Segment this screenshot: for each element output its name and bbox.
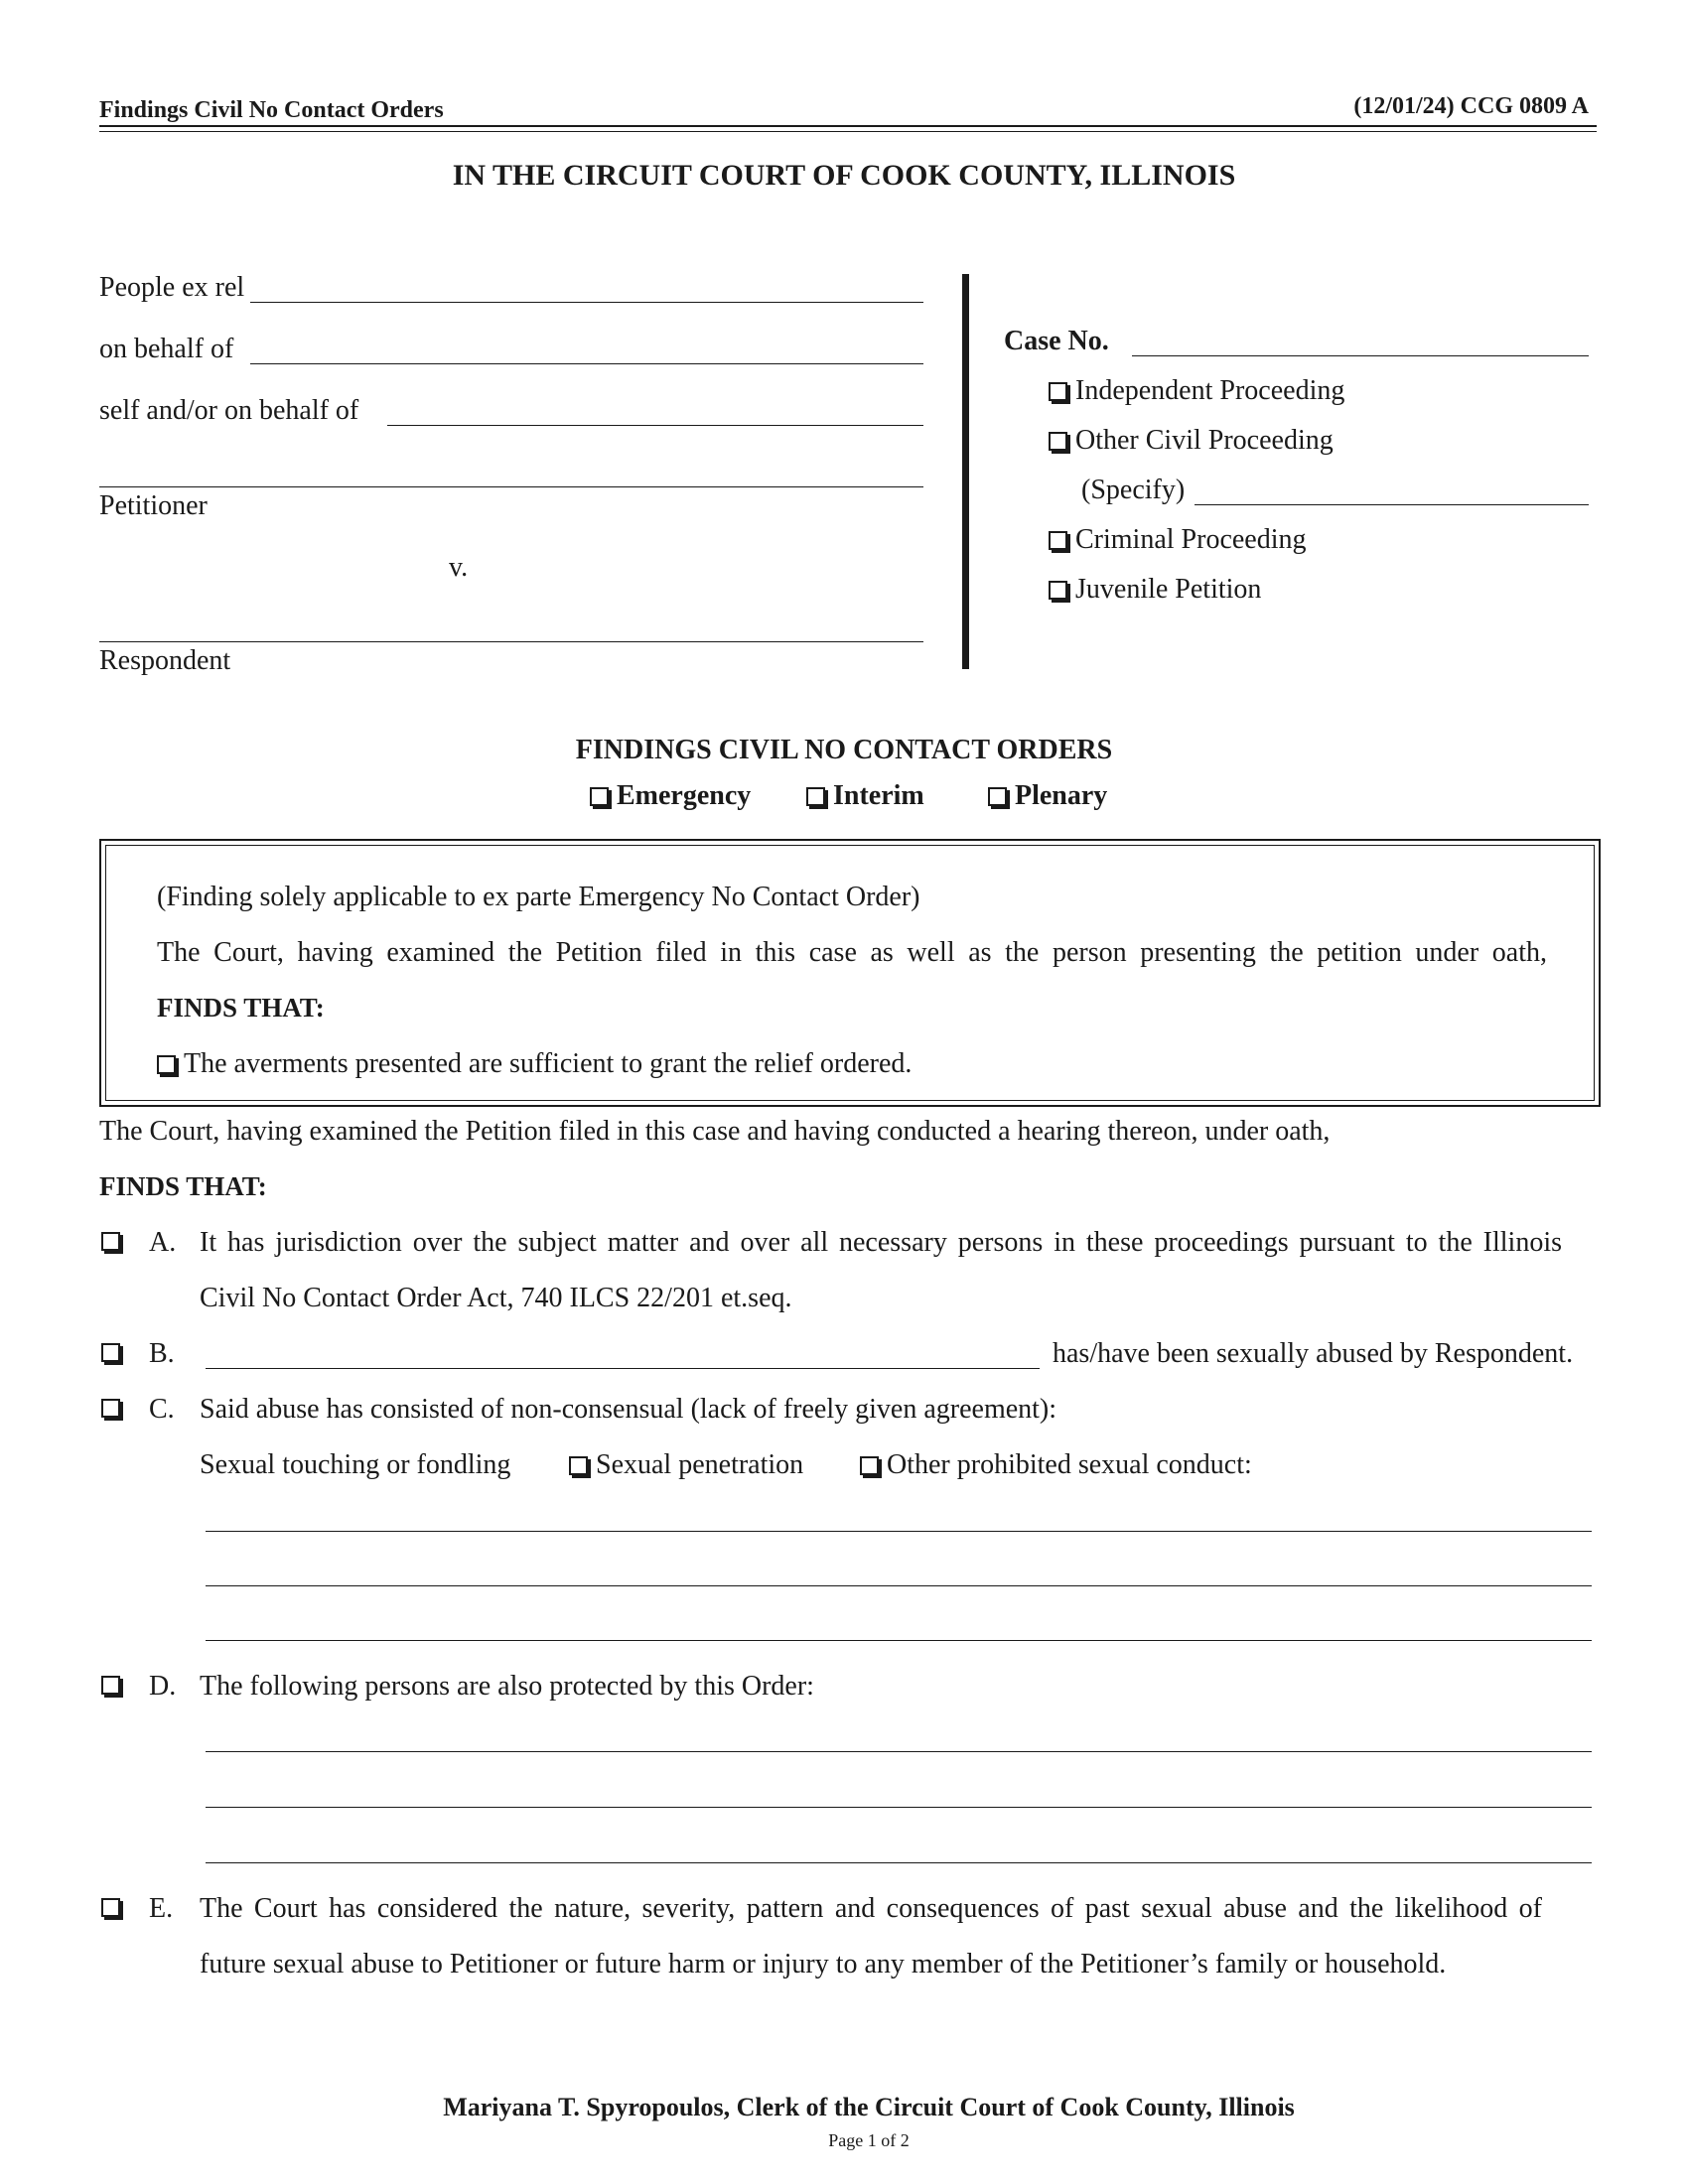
- header-rule-bottom: [99, 131, 1597, 132]
- petitioner-label: Petitioner: [99, 490, 208, 521]
- finding-c-option-other[interactable]: Other prohibited sexual conduct:: [860, 1449, 1252, 1481]
- checkbox-icon[interactable]: [806, 787, 825, 806]
- people-ex-rel-field[interactable]: [250, 302, 923, 303]
- on-behalf-of-field[interactable]: [250, 363, 923, 364]
- finding-d-line-1[interactable]: [206, 1751, 1592, 1752]
- checkbox-icon[interactable]: [1049, 531, 1067, 550]
- checkbox-icon[interactable]: [1049, 432, 1067, 451]
- option-other-civil-proceeding[interactable]: Other Civil Proceeding: [1049, 425, 1334, 457]
- option-criminal-proceeding[interactable]: Criminal Proceeding: [1049, 524, 1307, 556]
- option-independent-proceeding[interactable]: Independent Proceeding: [1049, 375, 1344, 407]
- finding-d-line-3[interactable]: [206, 1862, 1592, 1863]
- petitioner-name-field[interactable]: [99, 486, 923, 487]
- finding-b-checkbox[interactable]: [101, 1343, 120, 1362]
- finding-c-option-touching: Sexual touching or fondling: [200, 1449, 511, 1480]
- checkbox-icon[interactable]: [590, 787, 609, 806]
- finding-d-text: The following persons are also protected by this Order:: [200, 1671, 814, 1702]
- emergency-finds-that: FINDS THAT:: [157, 993, 325, 1023]
- finding-c-letter: C.: [149, 1394, 175, 1425]
- finding-a-letter: A.: [149, 1227, 177, 1258]
- form-code: (12/01/24) CCG 0809 A: [1353, 93, 1589, 119]
- finding-c-checkbox[interactable]: [101, 1399, 120, 1418]
- form-title: FINDINGS CIVIL NO CONTACT ORDERS: [575, 735, 1113, 765]
- people-ex-rel-label: People ex rel: [99, 272, 245, 303]
- finding-b-persons-field[interactable]: [206, 1368, 1040, 1369]
- caption-divider: [962, 274, 969, 669]
- checkbox-icon[interactable]: [988, 787, 1007, 806]
- finding-e-letter: E.: [149, 1893, 174, 1924]
- finding-e-line2: future sexual abuse to Petitioner or future harm or injury to any member of the Petitioner’s family or household.: [200, 1949, 1447, 1979]
- finding-c-line-2[interactable]: [206, 1585, 1592, 1586]
- finding-c-option-penetration[interactable]: Sexual penetration: [569, 1449, 803, 1481]
- header-rule-top: [99, 125, 1597, 127]
- checkbox-icon[interactable]: [1049, 581, 1067, 600]
- self-on-behalf-of-label: self and/or on behalf of: [99, 395, 359, 426]
- checkbox-icon[interactable]: [157, 1055, 176, 1074]
- form-name: Findings Civil No Contact Orders: [99, 97, 444, 123]
- finding-c-line-3[interactable]: [206, 1640, 1592, 1641]
- findings-finds-that: FINDS THAT:: [99, 1171, 267, 1201]
- type-emergency[interactable]: Emergency: [590, 780, 751, 812]
- case-no-field[interactable]: [1132, 355, 1589, 356]
- finding-c-text: Said abuse has consisted of non-consensual (lack of freely given agreement):: [200, 1394, 1057, 1425]
- findings-intro: The Court, having examined the Petition filed in this case and having conducted a hearing thereon, under oath,: [99, 1116, 1331, 1147]
- finding-a-line1: It has jurisdiction over the subject matter and over all necessary persons in these proceedings pursuant to the Illinois: [200, 1227, 1562, 1258]
- respondent-label: Respondent: [99, 645, 231, 676]
- case-no-label: Case No.: [1004, 326, 1109, 356]
- clerk-footer: Mariyana T. Spyropoulos, Clerk of the Circuit Court of Cook County, Illinois: [443, 2093, 1295, 2121]
- finding-a-checkbox[interactable]: [101, 1232, 120, 1251]
- finding-a-line2: Civil No Contact Order Act, 740 ILCS 22/201 et.seq.: [200, 1283, 792, 1313]
- versus-label: v.: [449, 552, 469, 583]
- finding-d-checkbox[interactable]: [101, 1676, 120, 1695]
- specify-label: (Specify): [1081, 475, 1186, 505]
- option-juvenile-petition[interactable]: Juvenile Petition: [1049, 574, 1261, 606]
- respondent-name-field[interactable]: [99, 641, 923, 642]
- court-title: IN THE CIRCUIT COURT OF COOK COUNTY, ILLINOIS: [452, 159, 1236, 192]
- on-behalf-of-label: on behalf of: [99, 334, 234, 364]
- emergency-note: (Finding solely applicable to ex parte Emergency No Contact Order): [157, 882, 920, 912]
- checkbox-icon[interactable]: [1049, 382, 1067, 401]
- finding-b-text: has/have been sexually abused by Respondent.: [1053, 1338, 1574, 1369]
- finding-d-line-2[interactable]: [206, 1807, 1592, 1808]
- checkbox-icon[interactable]: [569, 1456, 588, 1475]
- emergency-intro: The Court, having examined the Petition filed in this case as well as the person presenting the petition under oath,: [157, 937, 1547, 968]
- checkbox-icon[interactable]: [860, 1456, 879, 1475]
- type-interim[interactable]: Interim: [806, 780, 924, 812]
- emergency-item[interactable]: The averments presented are sufficient to grant the relief ordered.: [157, 1048, 912, 1080]
- self-on-behalf-of-field[interactable]: [387, 425, 923, 426]
- finding-e-checkbox[interactable]: [101, 1898, 120, 1917]
- specify-field[interactable]: [1195, 504, 1589, 505]
- finding-e-line1: The Court has considered the nature, severity, pattern and consequences of past sexual abuse and the likelihood of: [200, 1893, 1542, 1924]
- page-number: Page 1 of 2: [828, 2130, 910, 2150]
- finding-b-letter: B.: [149, 1338, 175, 1369]
- finding-d-letter: D.: [149, 1671, 177, 1702]
- finding-c-line-1[interactable]: [206, 1531, 1592, 1532]
- type-plenary[interactable]: Plenary: [988, 780, 1107, 812]
